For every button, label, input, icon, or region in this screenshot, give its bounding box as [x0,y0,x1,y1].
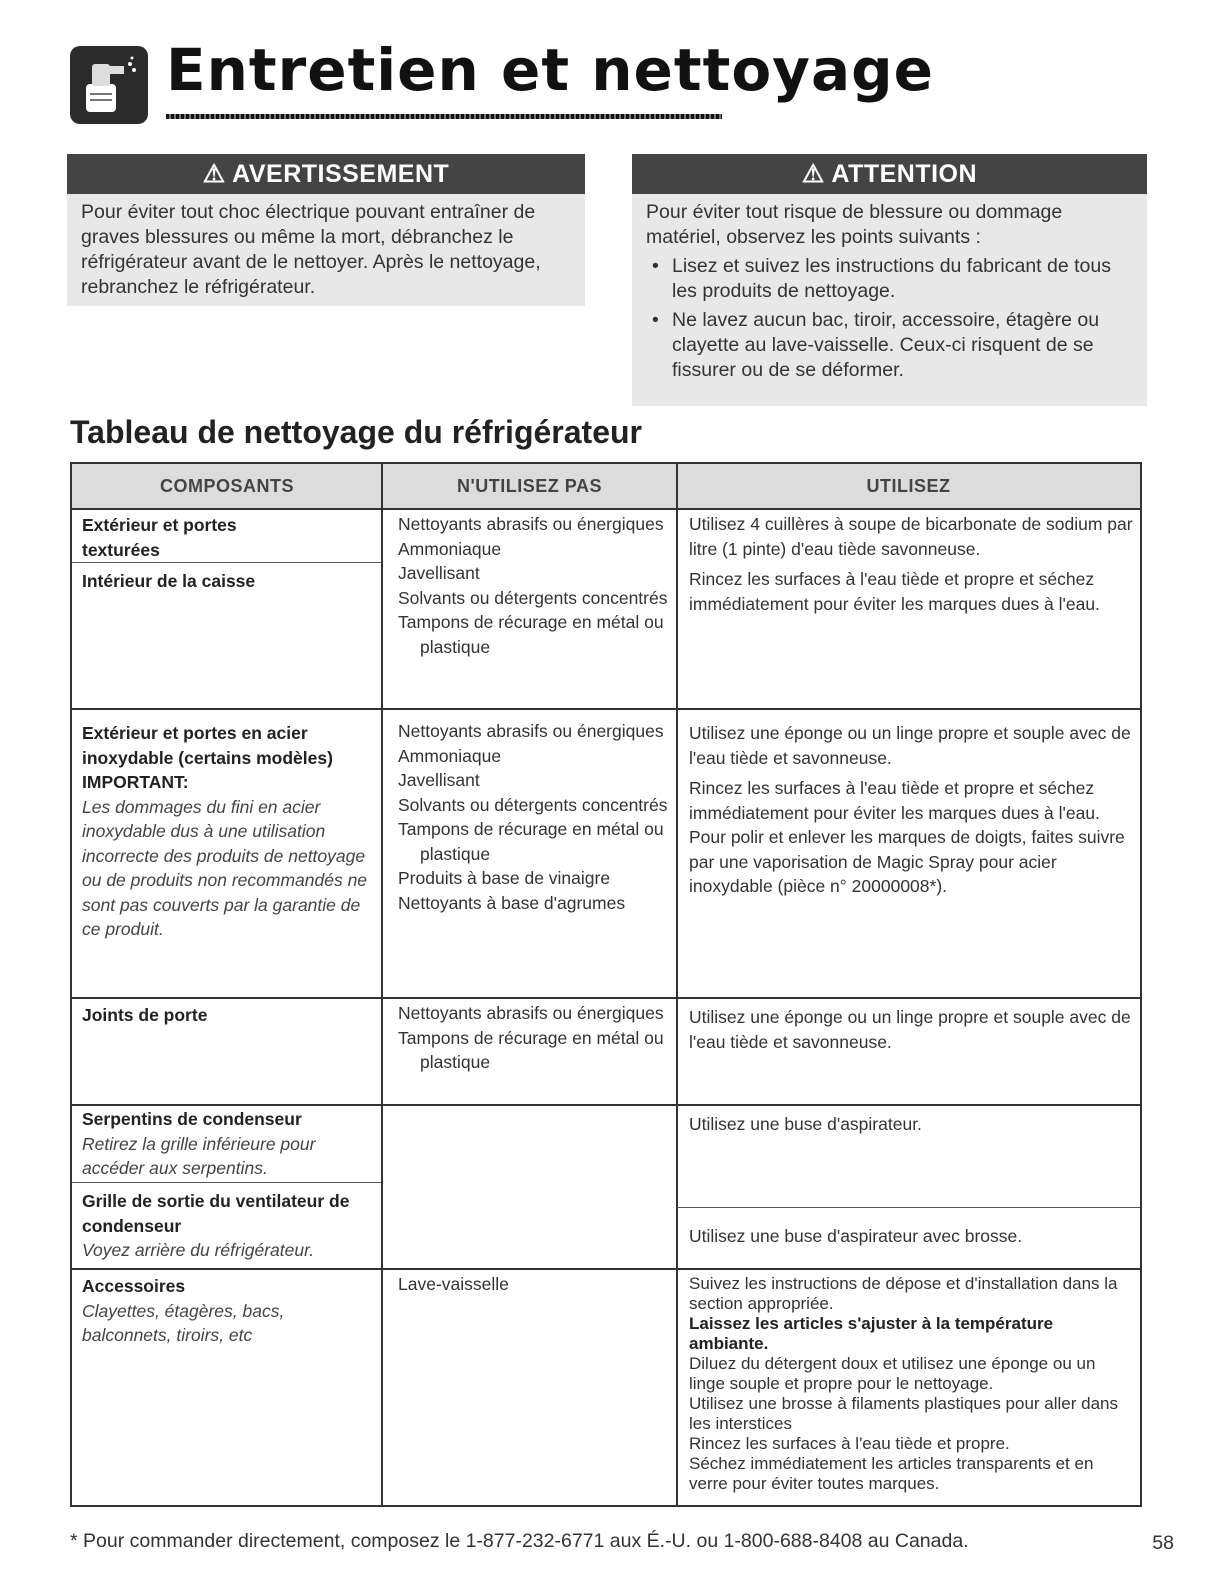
instruction: Séchez immédiatement les articles transparents et en verre pour éviter toutes marques. [689,1454,1094,1493]
list-item: Ammoniaque [398,745,502,766]
warning-header [67,154,585,194]
instruction: Diluez du détergent doux et utilisez une éponge ou un linge souple et propre pour le nettoyage. [689,1354,1096,1393]
component-exterior-textured: Extérieur et portes texturées [82,515,237,560]
instruction: Utilisez une buse d'aspirateur avec brosse. [689,1226,1023,1246]
warning-label: AVERTISSEMENT [232,160,450,188]
warning-triangle-icon: ⚠ [202,160,226,188]
do-not-use-list [398,719,668,915]
list-item: Nettoyants à base d'agrumes [398,892,626,913]
list-item: Produits à base de vinaigre [398,868,611,888]
instruction: Rincez les surfaces à l'eau tiède et propre. [689,1434,1010,1453]
caution-label: ATTENTION [831,160,978,188]
list-item: Solvants ou détergents concentrés [398,794,668,815]
page-title: Entretien et nettoyage [166,36,934,104]
warning-text: Pour éviter tout choc électrique pouvant entraîner de graves blessures ou même la mort, débranchez le réfrigérateur avant de le nettoyer. Après le nettoyage, rebranchez le réfrigérateur. [81,201,541,298]
use-instructions [689,512,1134,622]
component-title: Grille de sortie du ventilateur de condenseur [82,1191,350,1236]
use-instructions [689,1005,1134,1060]
caution-item: • Ne lavez aucun bac, tiroir, accessoire, étagère ou clayette au lave-vaisselle. Ceux-ci risquent de se fissurer ou de se déformer. [646,308,1133,383]
instruction: Utilisez une buse d'aspirateur. [689,1114,922,1134]
footer-note: * Pour commander directement, composez le 1-877-232-6771 aux É.-U. ou 1-800-688-8408 au Canada. [70,1530,969,1552]
table-header [72,464,1140,510]
list-item: Javellisant [398,770,480,790]
component-condenser-coils [82,1107,374,1181]
page-header [70,34,934,124]
list-item: Tampons de récurage en métal ou plastique [398,612,664,657]
caution-header [632,154,1147,194]
page-number: 58 [1152,1532,1174,1554]
component-note: Clayettes, étagères, bacs, balconnets, tiroirs, etc [82,1300,285,1345]
instruction: Rincez les surfaces à l'eau tiède et propre et séchez immédiatement pour éviter les marques dues à l'eau. [689,569,1100,614]
caution-box [632,154,1147,406]
table-title: Tableau de nettoyage du réfrigérateur [70,414,642,450]
list-item: Nettoyants abrasifs ou énergiques [398,1003,664,1023]
use-instructions [689,1274,1134,1494]
component-interior-cabinet: Intérieur de la caisse [82,571,256,591]
list-item: Solvants ou détergents concentrés [398,587,668,608]
list-item: Ammoniaque [398,538,502,559]
component-stainless [82,721,374,942]
spray-cleaning-icon [70,46,148,124]
instruction: Utilisez une brosse à filaments plastiques pour aller dans les interstices [689,1394,1119,1433]
caution-triangle-icon: ⚠ [801,160,825,188]
component-door-gaskets: Joints de porte [82,1005,208,1025]
instruction: Suivez les instructions de dépose et d'installation dans la section appropriée. [689,1274,1118,1313]
instruction: Utilisez une éponge ou un linge propre et souple avec de l'eau tiède et savonneuse. [689,723,1131,768]
list-item: Javellisant [398,563,480,583]
component-title: Extérieur et portes en acier inoxydable (certains modèles) [82,723,333,768]
instruction: Rincez les surfaces à l'eau tiède et propre et séchez immédiatement pour éviter les marques dues à l'eau. Pour polir et enlever les marques de doigts, faites suivre par une vaporisation de Magic Spray pour acier inoxydable (pièce n° 20000008*). [689,778,1125,896]
list-item: Nettoyants abrasifs ou énergiques [398,721,664,741]
caution-intro: Pour éviter tout risque de blessure ou dommage matériel, observez les points suivants : [646,201,1063,248]
component-title: Accessoires [82,1276,186,1296]
component-note: Voyez arrière du réfrigérateur. [82,1240,315,1260]
important-label: IMPORTANT: [82,772,189,792]
use-instructions [689,721,1134,905]
warning-box [67,154,585,306]
list-item: Nettoyants abrasifs ou énergiques [398,514,664,534]
instruction: Utilisez une éponge ou un linge propre et souple avec de l'eau tiède et savonneuse. [689,1007,1131,1052]
component-note: Retirez la grille inférieure pour accéder aux serpentins. [82,1133,316,1178]
component-accessories [82,1274,374,1348]
list-item: Tampons de récurage en métal ou plastique [398,1027,664,1072]
list-item: Tampons de récurage en métal ou plastique [398,819,664,864]
instruction-emphasis: Laissez les articles s'ajuster à la température ambiante. [689,1314,1054,1353]
warranty-note: Les dommages du fini en acier inoxydable dus à une utilisation incorrecte des produits de nettoyage ou de produits non recommandés ne sont pas couverts par la garantie de ce produit. [82,796,368,939]
header-composants: COMPOSANTS [159,476,294,496]
header-utilisez: UTILISEZ [866,476,951,496]
title-underline [166,114,722,119]
do-not-use-list [398,1001,668,1075]
header-nutilisez-pas: N'UTILISEZ PAS [457,476,602,496]
cleaning-table [70,462,1142,1507]
component-title: Serpentins de condenseur [82,1109,302,1129]
do-not-use-list [398,512,668,659]
instruction: Utilisez 4 cuillères à soupe de bicarbonate de sodium par litre (1 pinte) d'eau tiède savonneuse. [689,514,1133,559]
list-item: Lave-vaisselle [398,1274,509,1294]
do-not-use-list [398,1272,668,1297]
component-condenser-grille [82,1189,374,1263]
caution-item: • Lisez et suivez les instructions du fabricant de tous les produits de nettoyage. [646,254,1133,304]
